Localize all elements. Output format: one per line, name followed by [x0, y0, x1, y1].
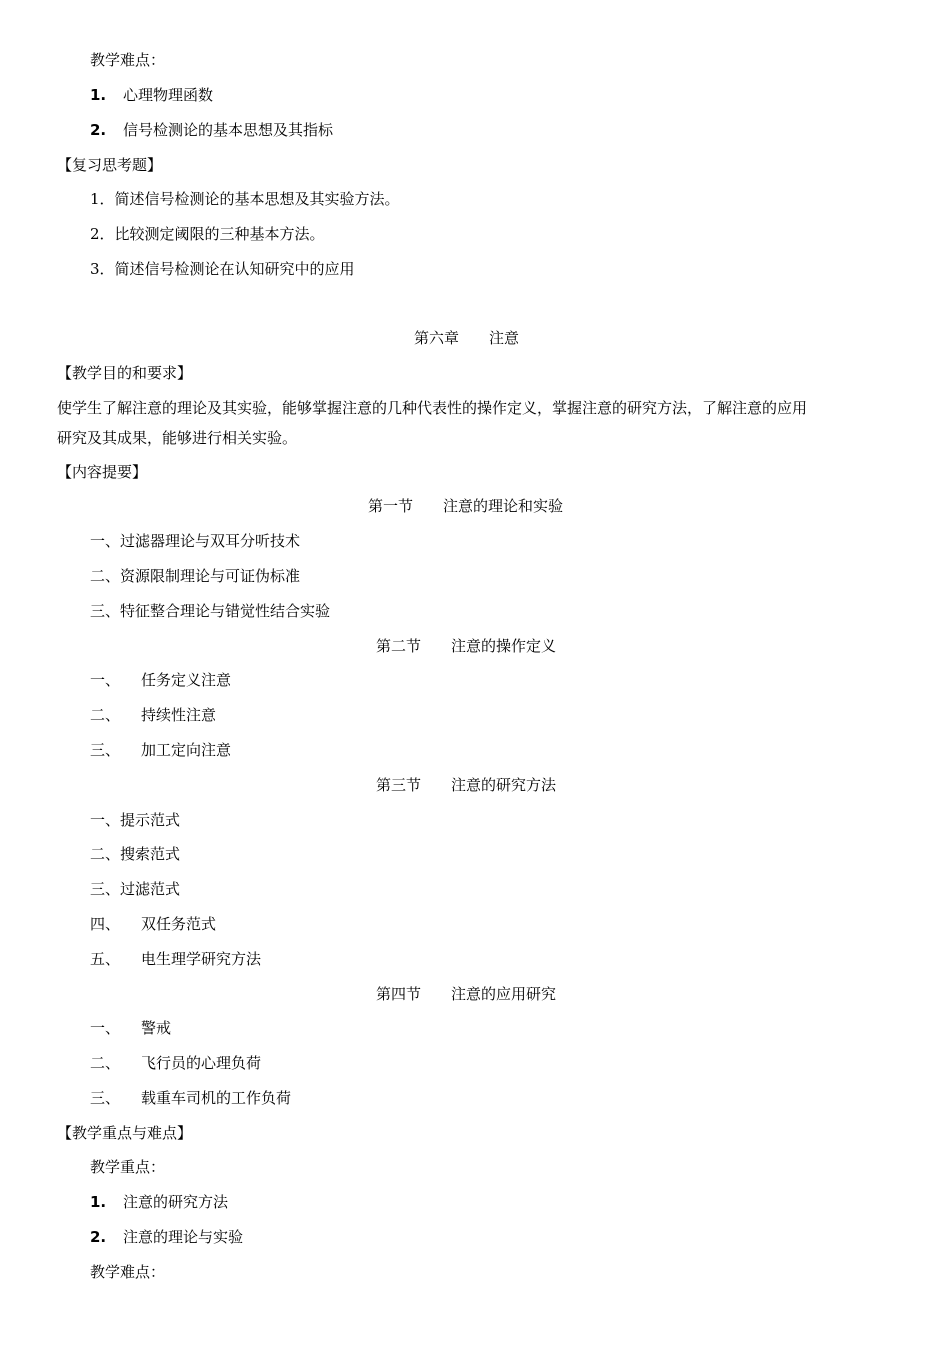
list-item: 三、特征整合理论与错觉性结合实验: [90, 602, 331, 620]
list-item-text: 飞行员的心理负荷: [141, 1054, 262, 1072]
list-item: [90, 740, 231, 760]
list-item: [90, 1018, 171, 1038]
objectives-text-line2: 研究及其成果，能够进行相关实验。: [57, 429, 298, 447]
list-item: 三、过滤范式: [90, 880, 181, 898]
list-item-text: 持续性注意: [141, 706, 217, 724]
list-item: [90, 914, 216, 934]
list-item-text: 载重车司机的工作负荷: [141, 1089, 292, 1107]
list-item-number: 2.: [90, 121, 107, 139]
list-item: [90, 1227, 243, 1247]
list-item-text: 任务定义注意: [141, 671, 232, 689]
section-number: 第一节: [368, 497, 414, 515]
objectives-heading: 【教学目的和要求】: [57, 364, 193, 382]
list-item: [90, 120, 333, 140]
list-item: [90, 1088, 291, 1108]
section-number: 第四节: [376, 985, 422, 1003]
list-item-text: 电生理学研究方法: [141, 950, 262, 968]
review-question: 1．简述信号检测论的基本思想及其实验方法。: [90, 190, 400, 208]
list-item: [90, 670, 231, 690]
list-item-text: 信号检测论的基本思想及其指标: [123, 121, 334, 139]
review-question: 2．比较测定阈限的三种基本方法。: [90, 225, 325, 243]
list-item-number: 三、: [90, 1089, 121, 1107]
list-item-number: 一、: [90, 1019, 121, 1037]
list-item-number: 四、: [90, 915, 121, 933]
key-points-label: 教学重点：: [90, 1158, 166, 1176]
section-number: 第二节: [376, 637, 422, 655]
section-name: 注意的理论和实验: [443, 497, 564, 515]
list-item-number: 1.: [90, 1193, 107, 1211]
list-item: [90, 1192, 228, 1212]
list-item: [90, 705, 216, 725]
chapter-title: [414, 328, 519, 348]
difficult-points-label: 教学难点：: [90, 1263, 166, 1281]
section-title: [376, 636, 556, 656]
section-number: 第三节: [376, 776, 422, 794]
section-name: 注意的应用研究: [451, 985, 557, 1003]
difficult-points-label: 教学难点：: [90, 51, 166, 69]
chapter-name: 注意: [489, 329, 520, 347]
section-title: [376, 984, 556, 1004]
list-item: 一、过滤器理论与双耳分听技术: [90, 532, 301, 550]
list-item-number: 二、: [90, 706, 121, 724]
list-item: [90, 85, 213, 105]
list-item-text: 加工定向注意: [141, 741, 232, 759]
chapter-number: 第六章: [414, 329, 460, 347]
list-item-text: 警戒: [141, 1019, 172, 1037]
list-item-number: 二、: [90, 1054, 121, 1072]
list-item-text: 注意的理论与实验: [123, 1228, 244, 1246]
list-item-text: 注意的研究方法: [123, 1193, 229, 1211]
list-item: 一、提示范式: [90, 811, 181, 829]
list-item: [90, 949, 261, 969]
section-title: [376, 775, 556, 795]
list-item-number: 三、: [90, 741, 121, 759]
section-name: 注意的操作定义: [451, 637, 557, 655]
key-points-heading: 【教学重点与难点】: [57, 1124, 193, 1142]
list-item-number: 1.: [90, 86, 107, 104]
content-summary-heading: 【内容提要】: [57, 463, 148, 481]
list-item: [90, 1053, 261, 1073]
list-item: 二、资源限制理论与可证伪标准: [90, 567, 301, 585]
list-item-text: 双任务范式: [141, 915, 217, 933]
list-item-number: 一、: [90, 671, 121, 689]
list-item-text: 心理物理函数: [123, 86, 214, 104]
section-name: 注意的研究方法: [451, 776, 557, 794]
review-question: 3．简述信号检测论在认知研究中的应用: [90, 260, 355, 278]
section-title: [368, 496, 563, 516]
review-questions-heading: 【复习思考题】: [57, 156, 163, 174]
objectives-text-line1: 使学生了解注意的理论及其实验，能够掌握注意的几种代表性的操作定义，掌握注意的研究方法，了解注意的应用: [57, 399, 808, 417]
list-item: 二、搜索范式: [90, 845, 181, 863]
list-item-number: 2.: [90, 1228, 107, 1246]
list-item-number: 五、: [90, 950, 121, 968]
